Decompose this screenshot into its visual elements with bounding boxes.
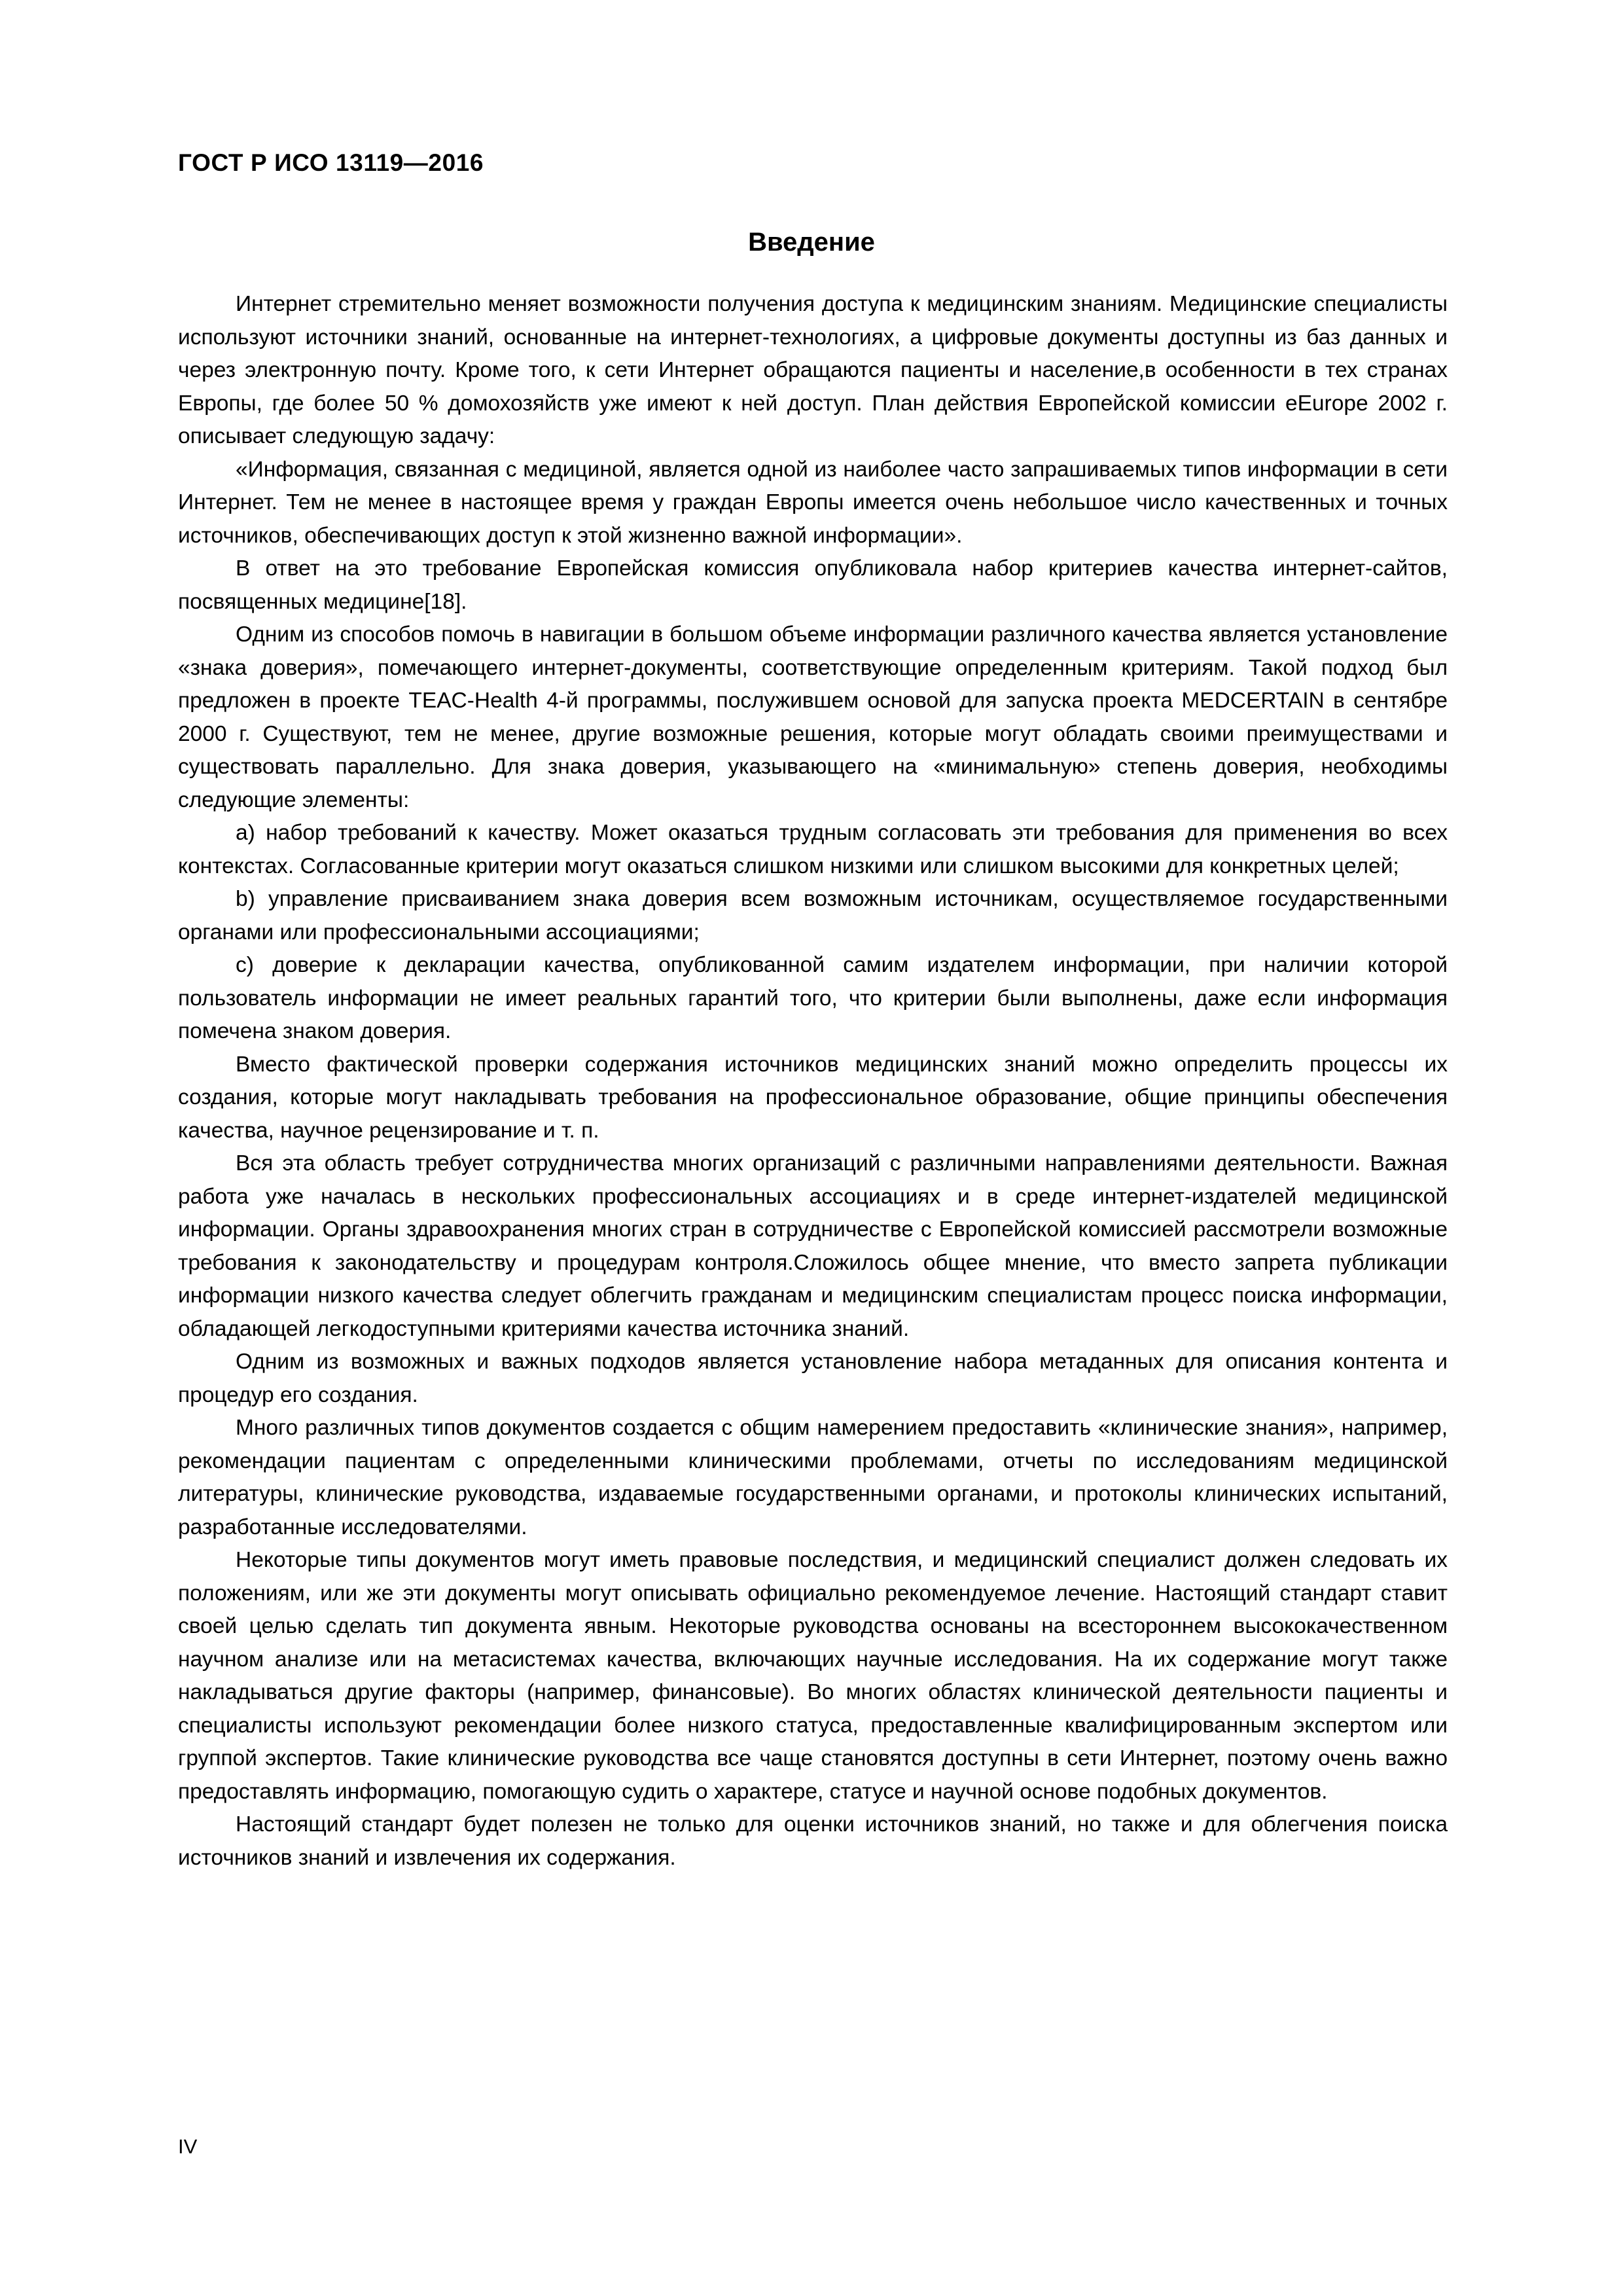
paragraph-list-item-c: c) доверие к декларации качества, опубликованной самим издателем информации, при наличии которой пользователь информации не имеет реальных гарантий того, что критерии были выполнены, даже если информация помечена знаком доверия. [178, 953, 1448, 1043]
paragraph-list-item-a: a) набор требований к качеству. Может оказаться трудным согласовать эти требования для применения во всех контекстах. Согласованные критерии могут оказаться слишком низкими или слишком высокими для конкретных целей; [178, 821, 1448, 878]
paragraph-list-item-b: b) управление присваиванием знака доверия всем возможным источникам, осуществляемое государственными органами или профессиональными ассоциациями; [178, 887, 1448, 944]
paragraph: В ответ на это требование Европейская комиссия опубликовала набор критериев качества интернет-сайтов, посвященных медицине[18]. [178, 556, 1448, 614]
paragraph: Одним из способов помочь в навигации в большом объеме информации различного качества является установление «знака доверия», помечающего интернет-документы, соответствующие определенным критериям. Такой подход был предложен в проекте TEAC-Health 4-й программы, послужившем основой для запуска проекта MEDCERTAIN в сентябре 2000 г. Существуют, тем не менее, другие возможные решения, которые могут обладать своими преимуществами и существовать параллельно. Для знака доверия, указывающего на «минимальную» степень доверия, необходимы следующие элементы: [178, 622, 1448, 812]
paragraph: Интернет стремительно меняет возможности получения доступа к медицинским знаниям. Медицинские специалисты используют источники знаний, основанные на интернет-технологиях, а цифровые документы доступны из баз данных и через электронную почту. Кроме того, к сети Интернет обращаются пациенты и население,в особенности в тех странах Европы, где более 50 % домохозяйств уже имеют к ней доступ. План действия Европейской комиссии eEurope 2002 г. описывает следующую задачу: [178, 292, 1448, 448]
section-title: Введение [748, 228, 875, 257]
standard-designation-header: ГОСТ Р ИСО 13119—2016 [178, 149, 484, 176]
paragraph: Настоящий стандарт будет полезен не только для оценки источников знаний, но также и для облегчения поиска источников знаний и извлечения их содержания. [178, 1812, 1448, 1870]
paragraph: Вместо фактической проверки содержания источников медицинских знаний можно определить процессы их создания, которые могут накладывать требования на профессиональное образование, общие принципы обеспечения качества, научное рецензирование и т. п. [178, 1052, 1448, 1143]
paragraph: Некоторые типы документов могут иметь правовые последствия, и медицинский специалист должен следовать их положениям, или же эти документы могут описывать официально рекомендуемое лечение. Настоящий стандарт ставит своей целью сделать тип документа явным. Некоторые руководства основаны на всестороннем высококачественном научном анализе или на метасистемах качества, включающих научные исследования. На их содержание могут также накладываться другие факторы (например, финансовые). Во многих областях клинической деятельности пациенты и специалисты используют рекомендации более низкого статуса, предоставленные квалифицированным экспертом или группой экспертов. Такие клинические руководства все чаще становятся доступны в сети Интернет, поэтому очень важно предоставлять информацию, помогающую судить о характере, статусе и научной основе подобных документов. [178, 1548, 1448, 1804]
introduction-body [178, 288, 1448, 1874]
paragraph: «Информация, связанная с медициной, является одной из наиболее часто запрашиваемых типов информации в сети Интернет. Тем не менее в настоящее время у граждан Европы имеется очень небольшое число качественных и точных источников, обеспечивающих доступ к этой жизненно важной информации». [178, 457, 1448, 548]
paragraph: Одним из возможных и важных подходов является установление набора метаданных для описания контента и процедур его создания. [178, 1350, 1448, 1407]
paragraph: Вся эта область требует сотрудничества многих организаций с различными направлениями деятельности. Важная работа уже началась в нескольких профессиональных ассоциациях и в среде интернет-издателей медицинской информации. Органы здравоохранения многих стран в сотрудничестве с Европейской комиссией рассмотрели возможные требования к законодательству и процедурам контроля.Сложилось общее мнение, что вместо запрета публикации информации низкого качества следует облегчить гражданам и медицинским специалистам процесс поиска информации, обладающей легкодоступными критериями качества источника знаний. [178, 1151, 1448, 1341]
page-number: IV [178, 2135, 198, 2158]
paragraph: Много различных типов документов создается с общим намерением предоставить «клинические знания», например, рекомендации пациентам с определенными клиническими проблемами, отчеты по исследованиям медицинской литературы, клинические руководства, издаваемые государственными органами, и протоколы клинических испытаний, разработанные исследователями. [178, 1416, 1448, 1539]
